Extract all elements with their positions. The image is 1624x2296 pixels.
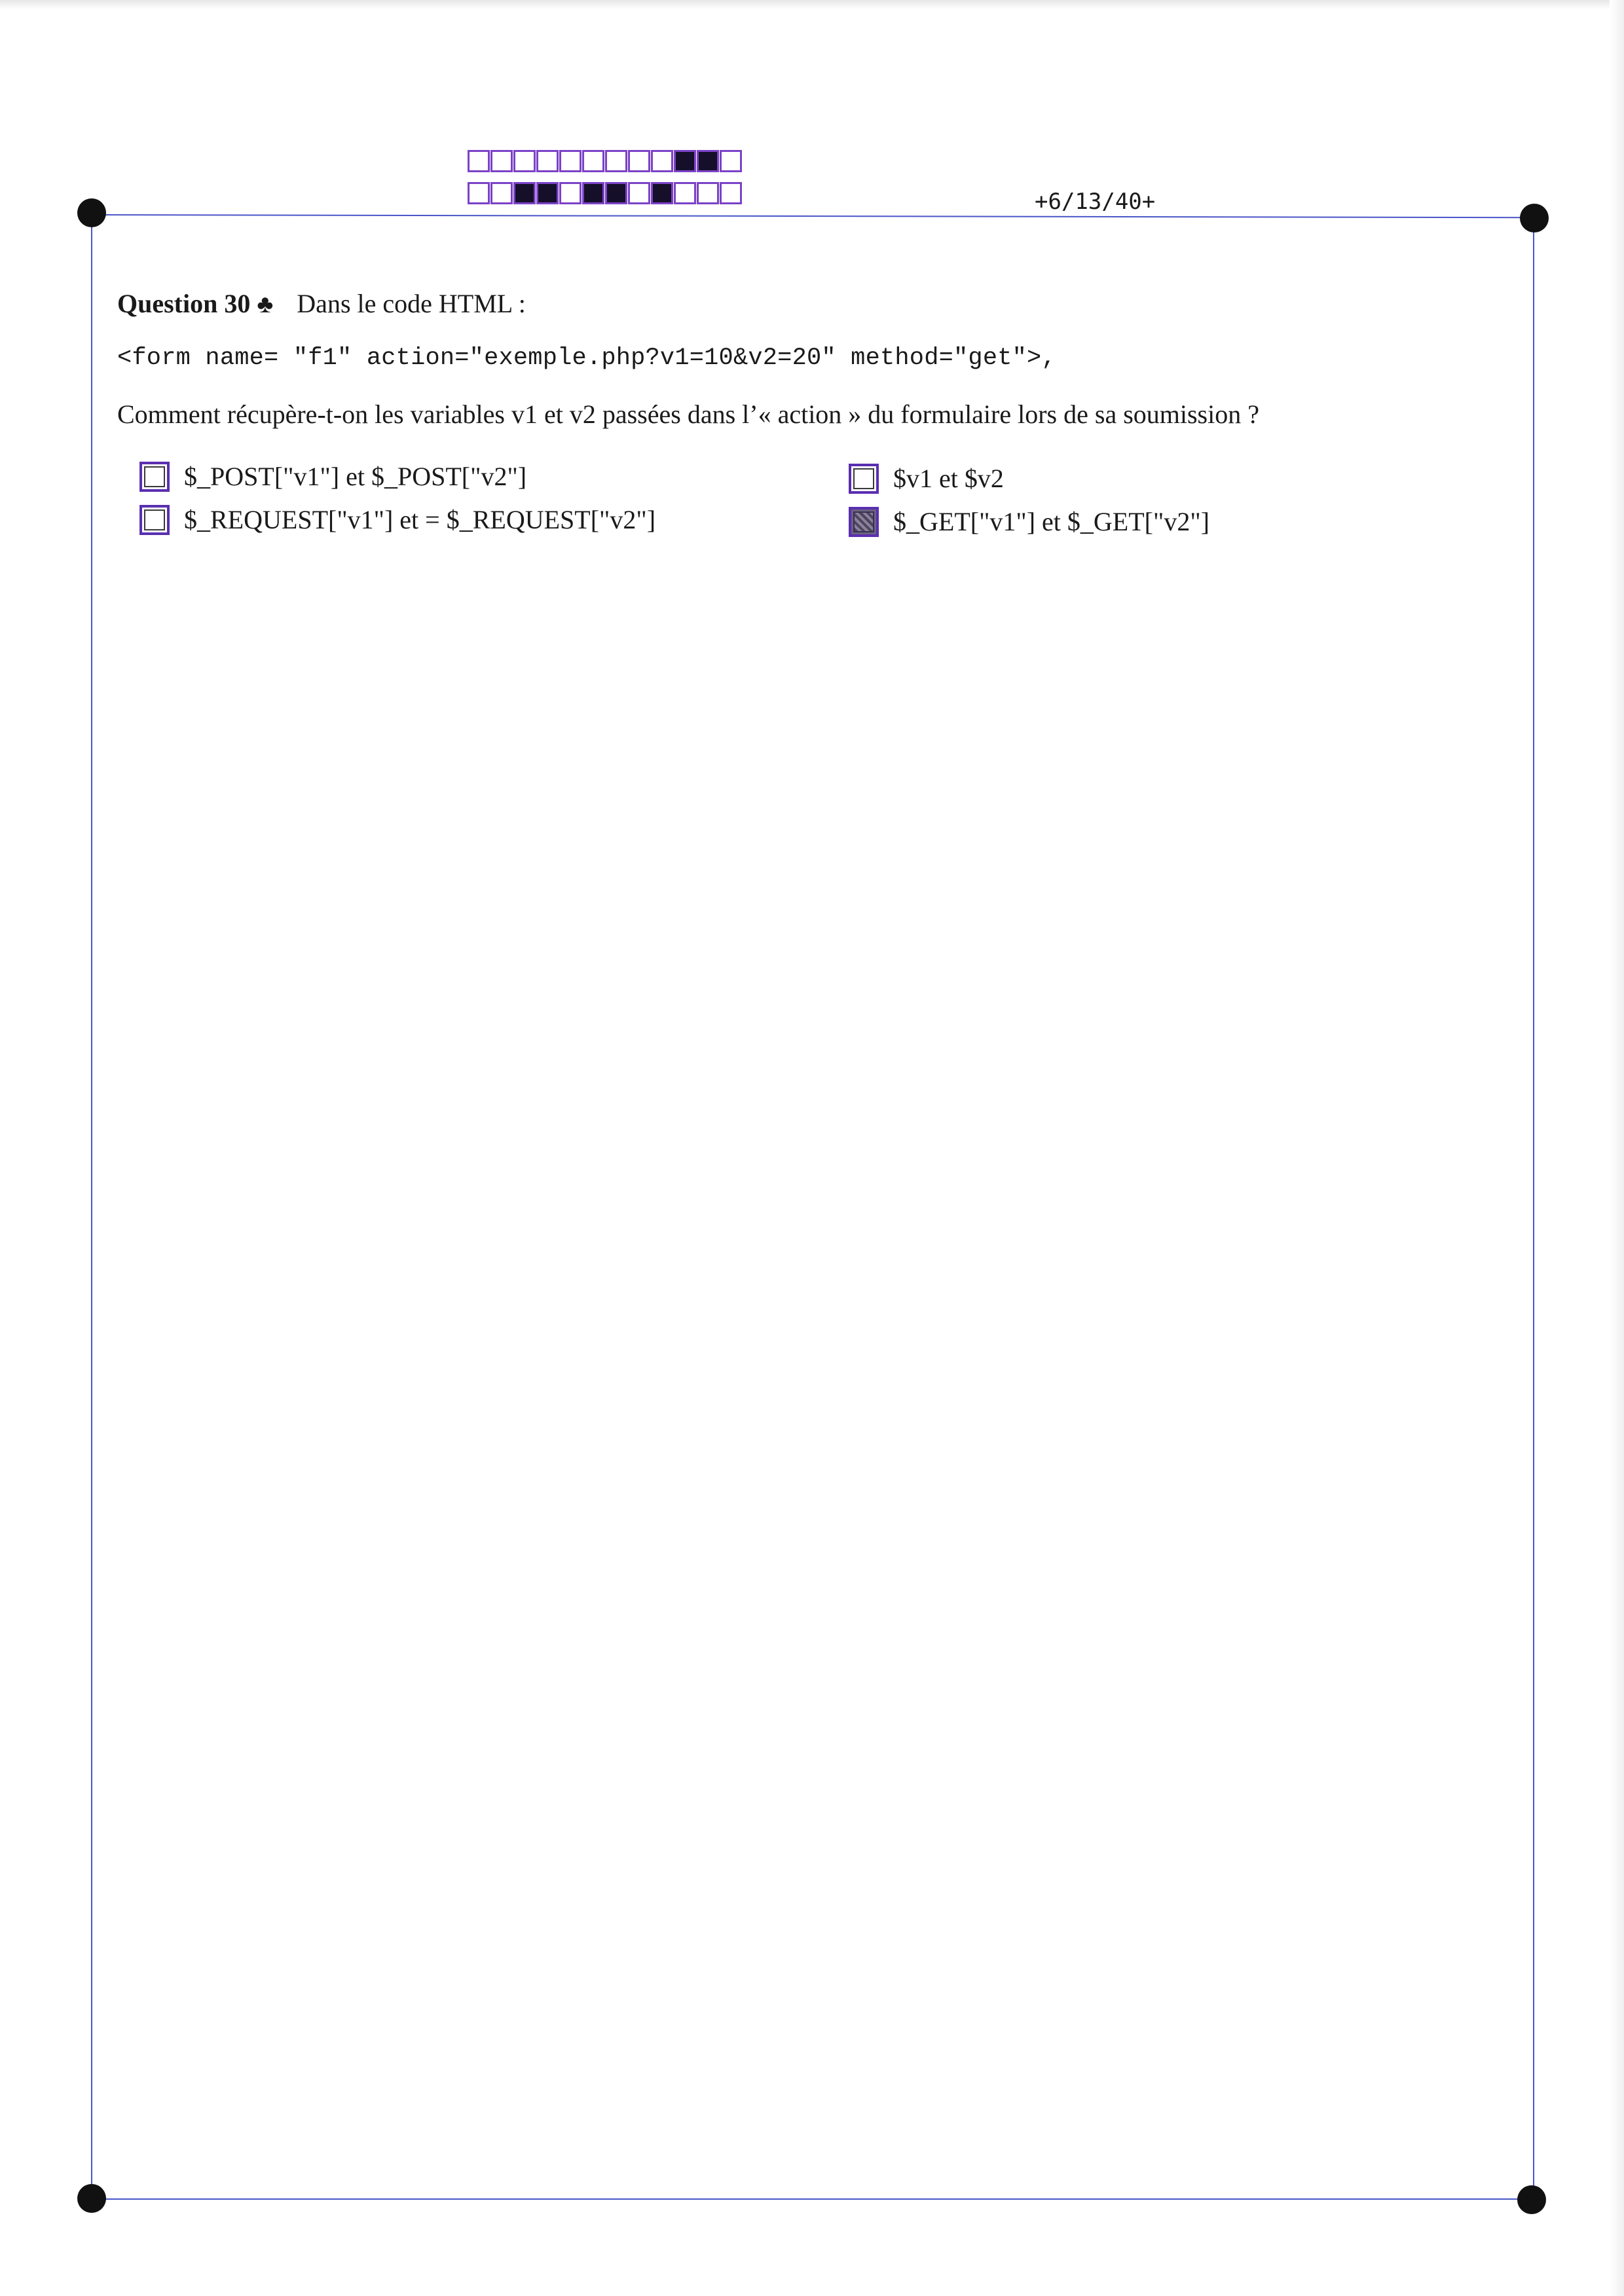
registration-mark-top-right: [1520, 204, 1549, 232]
answer-label: $_REQUEST["v1"] et = $_REQUEST["v2"]: [184, 505, 656, 534]
code-cell: [674, 182, 696, 204]
code-cell: [536, 150, 559, 172]
code-cell: [513, 150, 536, 172]
code-cell: [720, 150, 742, 172]
code-cell: [674, 150, 696, 172]
answer-label: $_GET["v1"] et $_GET["v2"]: [893, 507, 1209, 536]
code-cell: [651, 150, 673, 172]
answer-label: $_POST["v1"] et $_POST["v2"]: [184, 462, 527, 491]
code-cell: [628, 182, 650, 204]
question-title: Question 30: [117, 289, 251, 318]
code-cell: [697, 150, 719, 172]
code-cell: [720, 182, 742, 204]
answer-option[interactable]: [139, 504, 655, 535]
answer-checkbox[interactable]: [139, 462, 170, 492]
answer-checkbox[interactable]: [849, 507, 879, 537]
answer-checkbox[interactable]: [849, 464, 879, 494]
frame-bottom-line: [92, 2198, 1532, 2200]
code-cell: [582, 182, 604, 204]
code-cell: [513, 182, 536, 204]
frame-right-line: [1533, 218, 1534, 2200]
page-id: +6/13/40+: [1035, 189, 1156, 215]
answer-option[interactable]: [849, 463, 1004, 494]
html-code-line: <form name= "f1" action="exemple.php?v1=10&v2=20" method="get">,: [117, 344, 1056, 372]
code-cell: [582, 150, 604, 172]
scan-edge-right: [1610, 0, 1624, 2296]
answer-checkbox[interactable]: [139, 505, 170, 535]
code-cell: [697, 182, 719, 204]
scan-edge-top: [0, 0, 1624, 9]
code-cell: [536, 182, 559, 204]
code-cell: [490, 182, 513, 204]
code-cell: [490, 150, 513, 172]
registration-mark-bottom-right: [1517, 2185, 1546, 2214]
club-icon: ♣: [257, 291, 274, 318]
question-header: [117, 288, 526, 319]
code-cell: [468, 182, 490, 204]
frame-top-line: [92, 214, 1534, 218]
frame-left-line: [91, 214, 92, 2198]
code-cell: [605, 182, 627, 204]
code-cell: [559, 182, 581, 204]
code-cell: [628, 150, 650, 172]
question-text: Comment récupère-t-on les variables v1 et v2 passées dans l’« action » du formulaire lors de sa soumission ?: [117, 399, 1259, 429]
answer-option[interactable]: [139, 461, 526, 492]
code-cell: [605, 150, 627, 172]
registration-mark-top-left: [77, 198, 106, 227]
binary-code-row-2: [468, 182, 743, 204]
registration-mark-bottom-left: [77, 2184, 106, 2213]
code-cell: [651, 182, 673, 204]
question-intro: Dans le code HTML :: [297, 289, 526, 318]
answer-option[interactable]: [849, 506, 1209, 537]
code-cell: [468, 150, 490, 172]
binary-code-row-1: [468, 150, 743, 172]
code-cell: [559, 150, 581, 172]
answer-label: $v1 et $v2: [893, 464, 1004, 493]
